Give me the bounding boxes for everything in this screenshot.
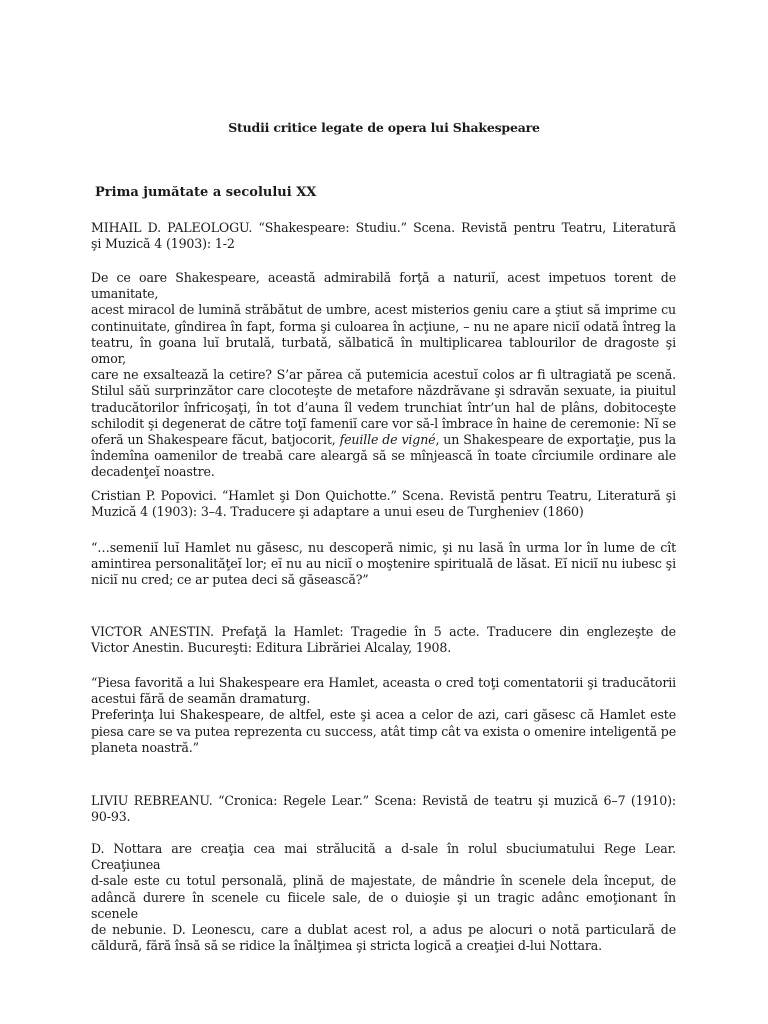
- quote-line: adâncă durere în scenele cu fiicele sale, de o duioşie şi un tragic adânc emoţionant în scenele: [91, 889, 676, 921]
- quote-line: decadenţeĭ noastre.: [91, 464, 215, 480]
- quote-line: continuitate, gîndirea în fapt, forma şi culoarea în acţiune, – nu ne apare niciĭ odată întreg la: [91, 318, 676, 334]
- quote-line: teatru, în goana luĭ brutală, turbată, sălbatică în multiplicarea tablourilor de dragoste şi omor,: [91, 334, 676, 367]
- citation-line: LIVIU REBREANU. “Cronica: Regele Lear.” Scena: Revistă de teatru şi muzică 6–7 (1910):: [91, 793, 676, 808]
- quote-line: “…semeniĭ luĭ Hamlet nu găsesc, nu descoperă nimic, şi nu lasă în urma lor în lume de cît: [91, 540, 676, 555]
- quote-text: oferă un Shakespeare făcut, batjocorit,: [91, 432, 340, 448]
- citation-line: 90-93.: [91, 809, 131, 825]
- quote-line: De ce oare Shakespeare, această admirabilă forţă a naturiĭ, acest impetuos torent de umanitate,: [91, 270, 676, 302]
- quote-paleologu: [91, 270, 676, 481]
- quote-line: îndemîna oamenilor de treabă care aleargă să se mînjească în toate cîrciumile ordinare ale: [91, 448, 676, 464]
- quote-line: d-sale este cu totul personală, plină de majestate, de mândrie în scenele dela început, de: [91, 873, 676, 889]
- quote-line: care ne exsaltează la cetire? S’ar părea că putemicia acestuĭ colos ar fi ultragiată pe scenă.: [91, 367, 676, 383]
- quote-line-with-italic: [91, 432, 676, 448]
- document-title: Studii critice legate de opera lui Shakespeare: [228, 120, 540, 135]
- citation-line: şi Muzică 4 (1903): 1-2: [91, 236, 235, 252]
- quote-line: Preferinţa lui Shakespeare, de altfel, este şi acea a celor de azi, cari găsesc că Hamlet este: [91, 707, 676, 723]
- quote-line: planeta noastră.”: [91, 739, 199, 755]
- quote-line: D. Nottara are creaţia cea mai strălucită a d-sale în rolul sbuciumatului Rege Lear. Creaţiunea: [91, 841, 676, 873]
- quote-line: niciĭ nu cred; ce ar putea deci să găsească?”: [91, 572, 369, 588]
- citation-line: Cristian P. Popovici. “Hamlet şi Don Quichotte.” Scena. Revistă pentru Teatru, Literatură şi: [91, 488, 676, 503]
- quote-line: de nebunie. D. Leonescu, care a dublat acest rol, a adus pe alocuri o notă particulară de: [91, 922, 676, 938]
- quote-line: schilodit şi degenerat de către toţĭ fameniĭ care vor să-l îmbrace în haine de ceremonie: Nĭ se: [91, 415, 676, 431]
- citation-popovici: [91, 488, 676, 520]
- quote-rebreanu: [91, 841, 676, 954]
- quote-line: Stilul săŭ surprinzător care clocoteşte de metafore năzdrăvane şi sdravăn sexuate, ia piuitul: [91, 383, 676, 399]
- quote-line: “Piesa favorită a lui Shakespeare era Hamlet, aceasta o cred toţi comentatorii şi traducătorii: [91, 675, 676, 690]
- quote-line: amintirea personalităţeĭ lor; eĭ nu au niciĭ o moştenire spirituală de lăsat. Eĭ niciĭ nu iubesc şi: [91, 556, 676, 572]
- quote-line: traducătorilor înfricoşaţi, în tot d’auna îl vedem trunchiat într’un hal de plâns, dobitoceşte: [91, 399, 676, 415]
- quote-italic-phrase: feuille de vigné: [339, 432, 436, 448]
- citation-anestin: [91, 624, 676, 656]
- quote-popovici: [91, 540, 676, 589]
- quote-anestin: [91, 675, 676, 756]
- citation-line: Muzică 4 (1903): 3–4. Traducere şi adaptare a unui eseu de Turgheniev (1860): [91, 504, 584, 520]
- citation-line: Victor Anestin. Bucureşti: Editura Librăriei Alcalay, 1908.: [91, 640, 452, 656]
- section-heading: Prima jumătate a secolului XX: [95, 185, 317, 200]
- citation-paleologu: [91, 220, 676, 252]
- quote-line: căldură, fără însă să se ridice la înălţimea şi stricta logică a creaţiei d-lui Nottara.: [91, 938, 602, 954]
- citation-line: VICTOR ANESTIN. Prefaţă la Hamlet: Tragedie în 5 acte. Traducere din englezeşte de: [91, 624, 676, 639]
- citation-rebreanu: [91, 793, 676, 825]
- quote-line: piesa care se va putea reprezenta cu success, atât timp cât va exista o omenire inteligentă pe: [91, 723, 676, 739]
- quote-text: , un Shakespeare de exportaţie, pus la: [435, 432, 677, 448]
- quote-line: acest miracol de lumină străbătut de umbre, acest misterios geniu care a ştiut să imprime cu: [91, 302, 676, 318]
- quote-line: acestui fără de seamăn dramaturg.: [91, 691, 311, 707]
- citation-line: MIHAIL D. PALEOLOGU. “Shakespeare: Studiu.” Scena. Revistă pentru Teatru, Literatură: [91, 220, 676, 235]
